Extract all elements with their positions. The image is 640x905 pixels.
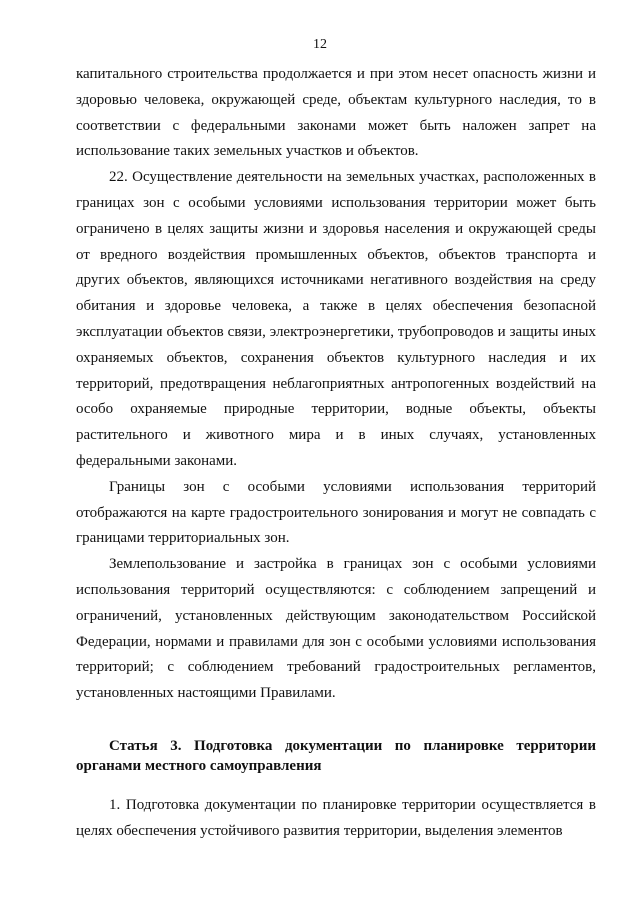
page-number: 12 bbox=[313, 37, 327, 52]
paragraph-zone-boundaries: Границы зон с особыми условиями использования территорий отображаются на карте градостроительного зонирования и могут не совпадать с границами территориальных зон. bbox=[76, 478, 596, 547]
article-3-paragraph-1: 1. Подготовка документации по планировке территории осуществляется в целях обеспечения устойчивого развития территории, выделения элементов bbox=[76, 796, 596, 839]
article-3-heading: Статья 3. Подготовка документации по планировке территории органами местного самоуправления bbox=[76, 737, 596, 774]
page-content bbox=[76, 62, 596, 845]
paragraph-continuation: капитального строительства продолжается и при этом несет опасность жизни и здоровью человека, окружающей среде, объектам культурного наследия, то в соответствии с федеральными законами может быть наложен запрет на использование таких земельных участков и объектов. bbox=[76, 66, 596, 160]
paragraph-land-use: Землепользование и застройка в границах зон с особыми условиями использования территорий осуществляются: с соблюдением запрещений и ограничений, установленных действующим законодательством Российской Федерации, нормами и правилами для зон с особыми условиями использования территорий; с соблюдением требований градостроительных регламентов, установленных настоящими Правилами. bbox=[76, 556, 596, 702]
paragraph-item-22: 22. Осуществление деятельности на земельных участках, расположенных в границах зон с особыми условиями использования территории может быть ограничено в целях защиты жизни и здоровья населения и окружающей среды от вредного воздействия промышленных объектов, объектов транспорта и других объектов, являющихся источниками негативного воздействия на среду обитания и здоровье человека, а также в целях обеспечения безопасной эксплуатации объектов связи, электроэнергетики, трубопроводов и защиты иных охраняемых объектов, сохранения объектов культурного наследия и их территорий, предотвращения неблагоприятных антропогенных воздействий на особо охраняемые природные территории, водные объекты, объекты растительного и животного мира и в иных случаях, установленных федеральными законами. bbox=[76, 169, 596, 469]
